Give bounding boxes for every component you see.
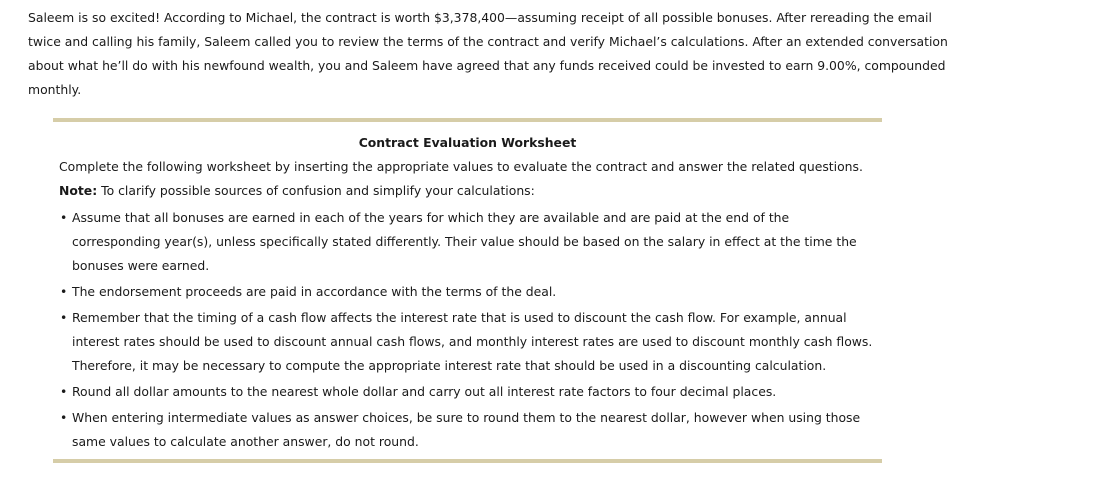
bullet-icon: • [60, 410, 68, 425]
worksheet-instruction: Complete the following worksheet by inserting the appropriate values to evaluate the contract and answer the related questions. [59, 159, 863, 174]
bullet-icon: • [60, 310, 68, 325]
list-item-text: Remember that the timing of a cash flow affects the interest rate that is used to discount the cash flow. For example, annual interest rates should be used to discount annual cash flows, and monthly interest rates are used to discount monthly cash flows. Therefore, it may be necessary to compute the appropriate interest rate that should be used in a discounting calculation. [72, 310, 873, 373]
bullet-icon: • [60, 210, 68, 225]
bullet-icon: • [60, 384, 68, 399]
list-item [59, 280, 879, 304]
list-item-text: The endorsement proceeds are paid in accordance with the terms of the deal. [72, 284, 557, 299]
intro-paragraph: Saleem is so excited! According to Michael, the contract is worth $3,378,400—assuming receipt of all possible bonuses. After rereading the email twice and calling his family, Saleem called you to review the terms of the contract and verify Michael’s calculations. After an extended conversation about what he’ll do with his newfound wealth, you and Saleem have agreed that any funds received could be invested to earn 9.00%, compounded monthly. [28, 10, 948, 97]
note-label: Note: [59, 183, 98, 198]
list-item [59, 206, 879, 278]
note-text: To clarify possible sources of confusion and simplify your calculations: [97, 183, 535, 198]
list-item [59, 406, 879, 454]
assumptions-list [59, 206, 879, 456]
worksheet-title: Contract Evaluation Worksheet [358, 135, 577, 150]
list-item-text: Round all dollar amounts to the nearest whole dollar and carry out all interest rate factors to four decimal places. [72, 384, 777, 399]
list-item-text: When entering intermediate values as answer choices, be sure to round them to the nearest dollar, however when using those same values to calculate another answer, do not round. [72, 410, 861, 449]
worksheet-panel [53, 118, 882, 463]
list-item [59, 380, 879, 404]
list-item [59, 306, 879, 378]
bullet-icon: • [60, 284, 68, 299]
list-item-text: Assume that all bonuses are earned in each of the years for which they are available and are paid at the end of the corresponding year(s), unless specifically stated differently. Their value should be based on the salary in effect at the time the bonuses were earned. [72, 210, 857, 273]
worksheet-note [59, 183, 535, 198]
